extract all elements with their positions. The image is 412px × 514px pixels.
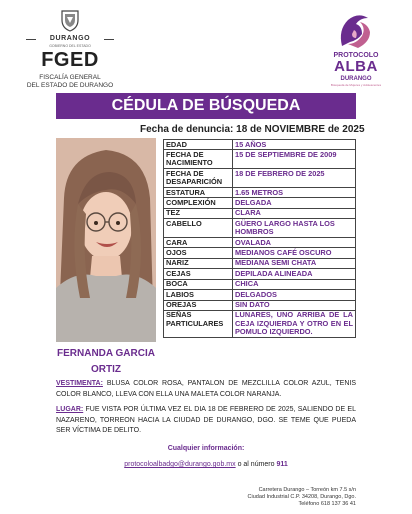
detail-value: GÜERO LARGO HASTA LOS HOMBROS xyxy=(233,219,356,238)
detail-key: TEZ xyxy=(164,208,233,218)
fged-name-line2: DEL ESTADO DE DURANGO xyxy=(26,82,114,89)
table-row xyxy=(164,258,356,268)
location-text: FUE VISTA POR ÚLTIMA VEZ EL DIA 18 DE FEBRERO DE 2025, SALIENDO DE EL NAZARENO, TORREON HACIA LA CIUDAD DE DURANGO, DGO. SE TEME QUE PUEDA SER VÍCTIMA DE DELITO. xyxy=(56,406,356,434)
table-row xyxy=(164,140,356,150)
contact-line xyxy=(56,461,356,468)
table-row xyxy=(164,150,356,169)
detail-key: OREJAS xyxy=(164,300,233,310)
table-row xyxy=(164,188,356,198)
detail-key: OJOS xyxy=(164,248,233,258)
alba-line2: ALBA xyxy=(334,58,378,75)
fged-logo xyxy=(22,8,118,92)
person-details-table xyxy=(163,139,356,338)
detail-key: FECHA DE DESAPARICIÓN xyxy=(164,169,233,188)
table-row xyxy=(164,248,356,258)
detail-value: LUNARES, UNO ARRIBA DE LA CEJA IZQUIERDA Y OTRO EN EL POMULO IZQUIERDO. xyxy=(233,310,356,337)
detail-value: DELGADA xyxy=(233,198,356,208)
detail-value: DEPILADA ALINEADA xyxy=(233,269,356,279)
detail-value: OVALADA xyxy=(233,238,356,248)
detail-value: 15 AÑOS xyxy=(233,140,356,150)
table-row xyxy=(164,219,356,238)
detail-key: NARIZ xyxy=(164,258,233,268)
location-label: LUGAR: xyxy=(56,406,84,413)
person-name-line2: ORTIZ xyxy=(91,364,121,375)
detail-key: LABIOS xyxy=(164,290,233,300)
detail-value: CHICA xyxy=(233,279,356,289)
clothing-text: BLUSA COLOR ROSA, PANTALON DE MEZCLILLA COLOR AZUL, TENIS COLOR BLANCO, LLEVA CON ELLA UNA MALETA COLOR NARANJA. xyxy=(56,380,356,398)
alba-line3: DURANGO xyxy=(340,76,372,82)
detail-key: FECHA DE NACIMIENTO xyxy=(164,150,233,169)
alba-line1: PROTOCOLO xyxy=(333,52,379,59)
woman-profile-icon xyxy=(334,10,376,52)
fged-name-line1: FISCALÍA GENERAL xyxy=(39,74,101,81)
detail-key: EDAD xyxy=(164,140,233,150)
detail-value: CLARA xyxy=(233,208,356,218)
detail-key: CARA xyxy=(164,238,233,248)
table-row xyxy=(164,279,356,289)
detail-key: COMPLEXIÓN xyxy=(164,198,233,208)
detail-value: 15 DE SEPTIEMBRE DE 2009 xyxy=(233,150,356,169)
protocolo-alba-logo xyxy=(318,10,394,94)
address-line2: Ciudad Industrial C.P. 34208, Durango, Dgo. xyxy=(247,494,356,500)
person-name-line1: FERNANDA GARCIA xyxy=(57,348,155,359)
detail-value: DELGADOS xyxy=(233,290,356,300)
fged-acronym: FGED xyxy=(41,49,99,71)
location-description xyxy=(56,405,356,437)
person-name xyxy=(56,346,156,378)
detail-value: MEDIANA SEMI CHATA xyxy=(233,258,356,268)
contact-joiner: o al número xyxy=(235,461,277,468)
detail-value: 18 DE FEBRERO DE 2025 xyxy=(233,169,356,188)
report-date: Fecha de denuncia: 18 de NOVIEMBRE de 2025 xyxy=(140,124,365,135)
detail-value: MEDIANOS CAFÉ OSCURO xyxy=(233,248,356,258)
coat-of-arms-icon xyxy=(58,8,82,32)
detail-value: SIN DATO xyxy=(233,300,356,310)
table-row xyxy=(164,269,356,279)
detail-key: ESTATURA xyxy=(164,188,233,198)
contact-phone: 911 xyxy=(276,461,288,468)
fged-state-label: DURANGO xyxy=(26,34,114,44)
table-row xyxy=(164,238,356,248)
detail-key: CEJAS xyxy=(164,269,233,279)
address-line1: Carretera Durango – Torreón km 7.5 s/n xyxy=(258,487,356,493)
table-row xyxy=(164,310,356,337)
table-row xyxy=(164,300,356,310)
detail-key: BOCA xyxy=(164,279,233,289)
clothing-label: VESTIMENTA: xyxy=(56,380,103,387)
alba-line4: Búsqueda de Mujeres y Adolescentes xyxy=(330,83,382,87)
detail-key: CABELLO xyxy=(164,219,233,238)
table-row xyxy=(164,198,356,208)
contact-heading: Cualquier información: xyxy=(167,445,245,452)
table-row xyxy=(164,290,356,300)
detail-value: 1.65 METROS xyxy=(233,188,356,198)
address-line3: Teléfono 618 137 36 41 xyxy=(298,501,356,507)
clothing-description xyxy=(56,379,356,400)
document-title: CÉDULA DE BÚSQUEDA xyxy=(56,93,356,119)
table-row xyxy=(164,169,356,188)
detail-key: SEÑAS PARTICULARES xyxy=(164,310,233,337)
office-address xyxy=(220,487,356,508)
table-row xyxy=(164,208,356,218)
contact-email-link[interactable]: protocoloalbadgo@durango.gob.mx xyxy=(124,461,236,468)
person-photo xyxy=(56,138,156,342)
fged-gov-label: GOBIERNO DEL ESTADO xyxy=(49,44,91,48)
